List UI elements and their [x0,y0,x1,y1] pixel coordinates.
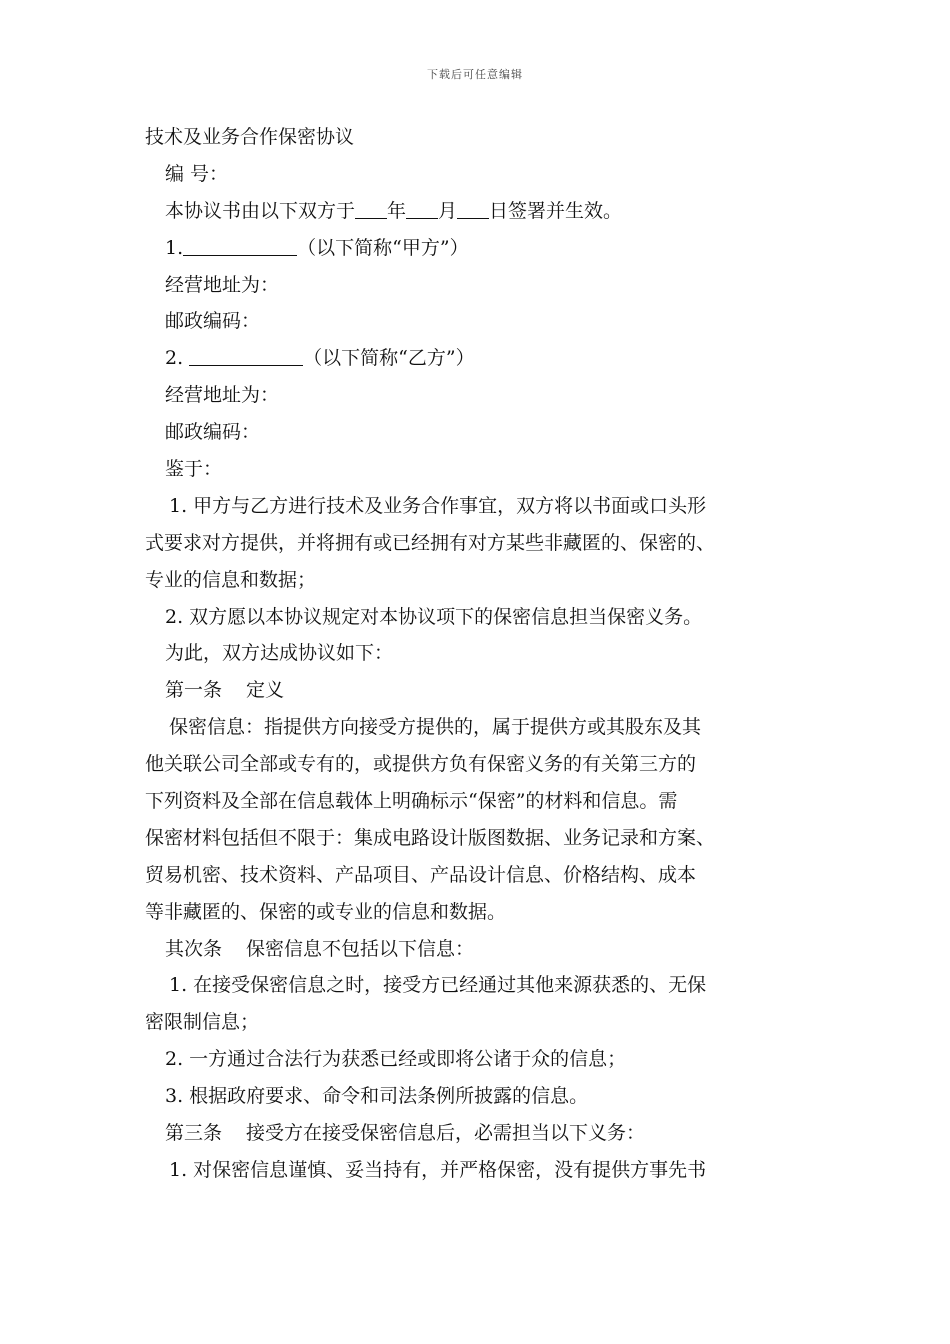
address-a: 经营地址为： [165,273,280,296]
party-a-line [145,230,825,267]
header-note: 下载后可任意编辑 [427,68,523,81]
whereas-1-line-3: 专业的信息和数据； [145,568,317,591]
whereas-label: 鉴于： [165,458,223,481]
party-b-blank [189,343,303,366]
document-body [145,119,825,1189]
article-1-heading [145,672,825,709]
day-blank [457,196,489,219]
whereas-1-line-1: 1. 甲方与乙方进行技术及业务合作事宜，双方将以书面或口头形 [169,494,707,517]
number-label: 编 号： [165,162,229,185]
therefore-line: 为此，双方达成协议如下： [165,642,394,665]
definition-line-1: 保密信息：指提供方向接受方提供的，属于提供方或其股东及其 [169,716,702,739]
whereas-2: 2. 双方愿以本协议规定对本协议项下的保密信息担当保密义务。 [165,605,703,628]
month-blank [406,196,438,219]
article-1-number: 第一条 [165,679,223,702]
party-a-blank [183,233,297,256]
party-b-prefix: 2. [165,347,190,370]
document-title: 技术及业务合作保密协议 [145,126,355,148]
definition-line-2: 他关联公司全部或专有的，或提供方负有保密义务的有关第三方的 [145,753,697,776]
article-3-number: 第三条 [165,1122,223,1145]
article-3-title: 接受方在接受保密信息后，必需担当以下义务： [246,1122,646,1145]
article-2-title: 保密信息不包括以下信息： [246,937,475,960]
definition-line-3: 下列资料及全部在信息载体上明确标示“保密”的材料和信息。需 [145,790,678,813]
obligation-1: 1. 对保密信息谨慎、妥当持有，并严格保密，没有提供方事先书 [169,1158,707,1181]
year-blank [355,196,387,219]
definition-line-4: 保密材料包括但不限于：集成电路设计版图数据、业务记录和方案、 [145,826,716,849]
postal-a: 邮政编码： [165,310,261,333]
month-label: 月 [438,199,458,222]
address-b: 经营地址为： [165,384,280,407]
definition-line-5: 贸易机密、技术资料、产品项目、产品设计信息、价格结构、成本 [145,863,697,886]
party-a-suffix: （以下简称“甲方”） [297,236,469,259]
intro-line [145,193,825,230]
postal-b: 邮政编码： [165,421,261,444]
year-label: 年 [387,199,407,222]
exclusion-1-line-2: 密限制信息； [145,1011,260,1034]
article-2-heading [145,931,825,968]
party-b-line [145,340,825,377]
exclusion-2: 2. 一方通过合法行为获悉已经或即将公诸于众的信息； [165,1048,627,1071]
party-a-prefix: 1. [165,236,184,259]
article-3-heading [145,1115,825,1152]
exclusion-3: 3. 根据政府要求、命令和司法条例所披露的信息。 [165,1085,589,1108]
whereas-1-line-2: 式要求对方提供，并将拥有或已经拥有对方某些非藏匿的、保密的、 [145,531,716,554]
exclusion-1-line-1: 1. 在接受保密信息之时，接受方已经通过其他来源获悉的、无保 [169,974,707,997]
party-b-suffix: （以下简称“乙方”） [303,347,475,370]
definition-line-6: 等非藏匿的、保密的或专业的信息和数据。 [145,900,507,923]
article-2-number: 其次条 [165,937,223,960]
day-label: 日签署并生效。 [489,199,623,222]
intro-text: 本协议书由以下双方于 [165,199,356,222]
article-1-title: 定义 [246,679,285,702]
